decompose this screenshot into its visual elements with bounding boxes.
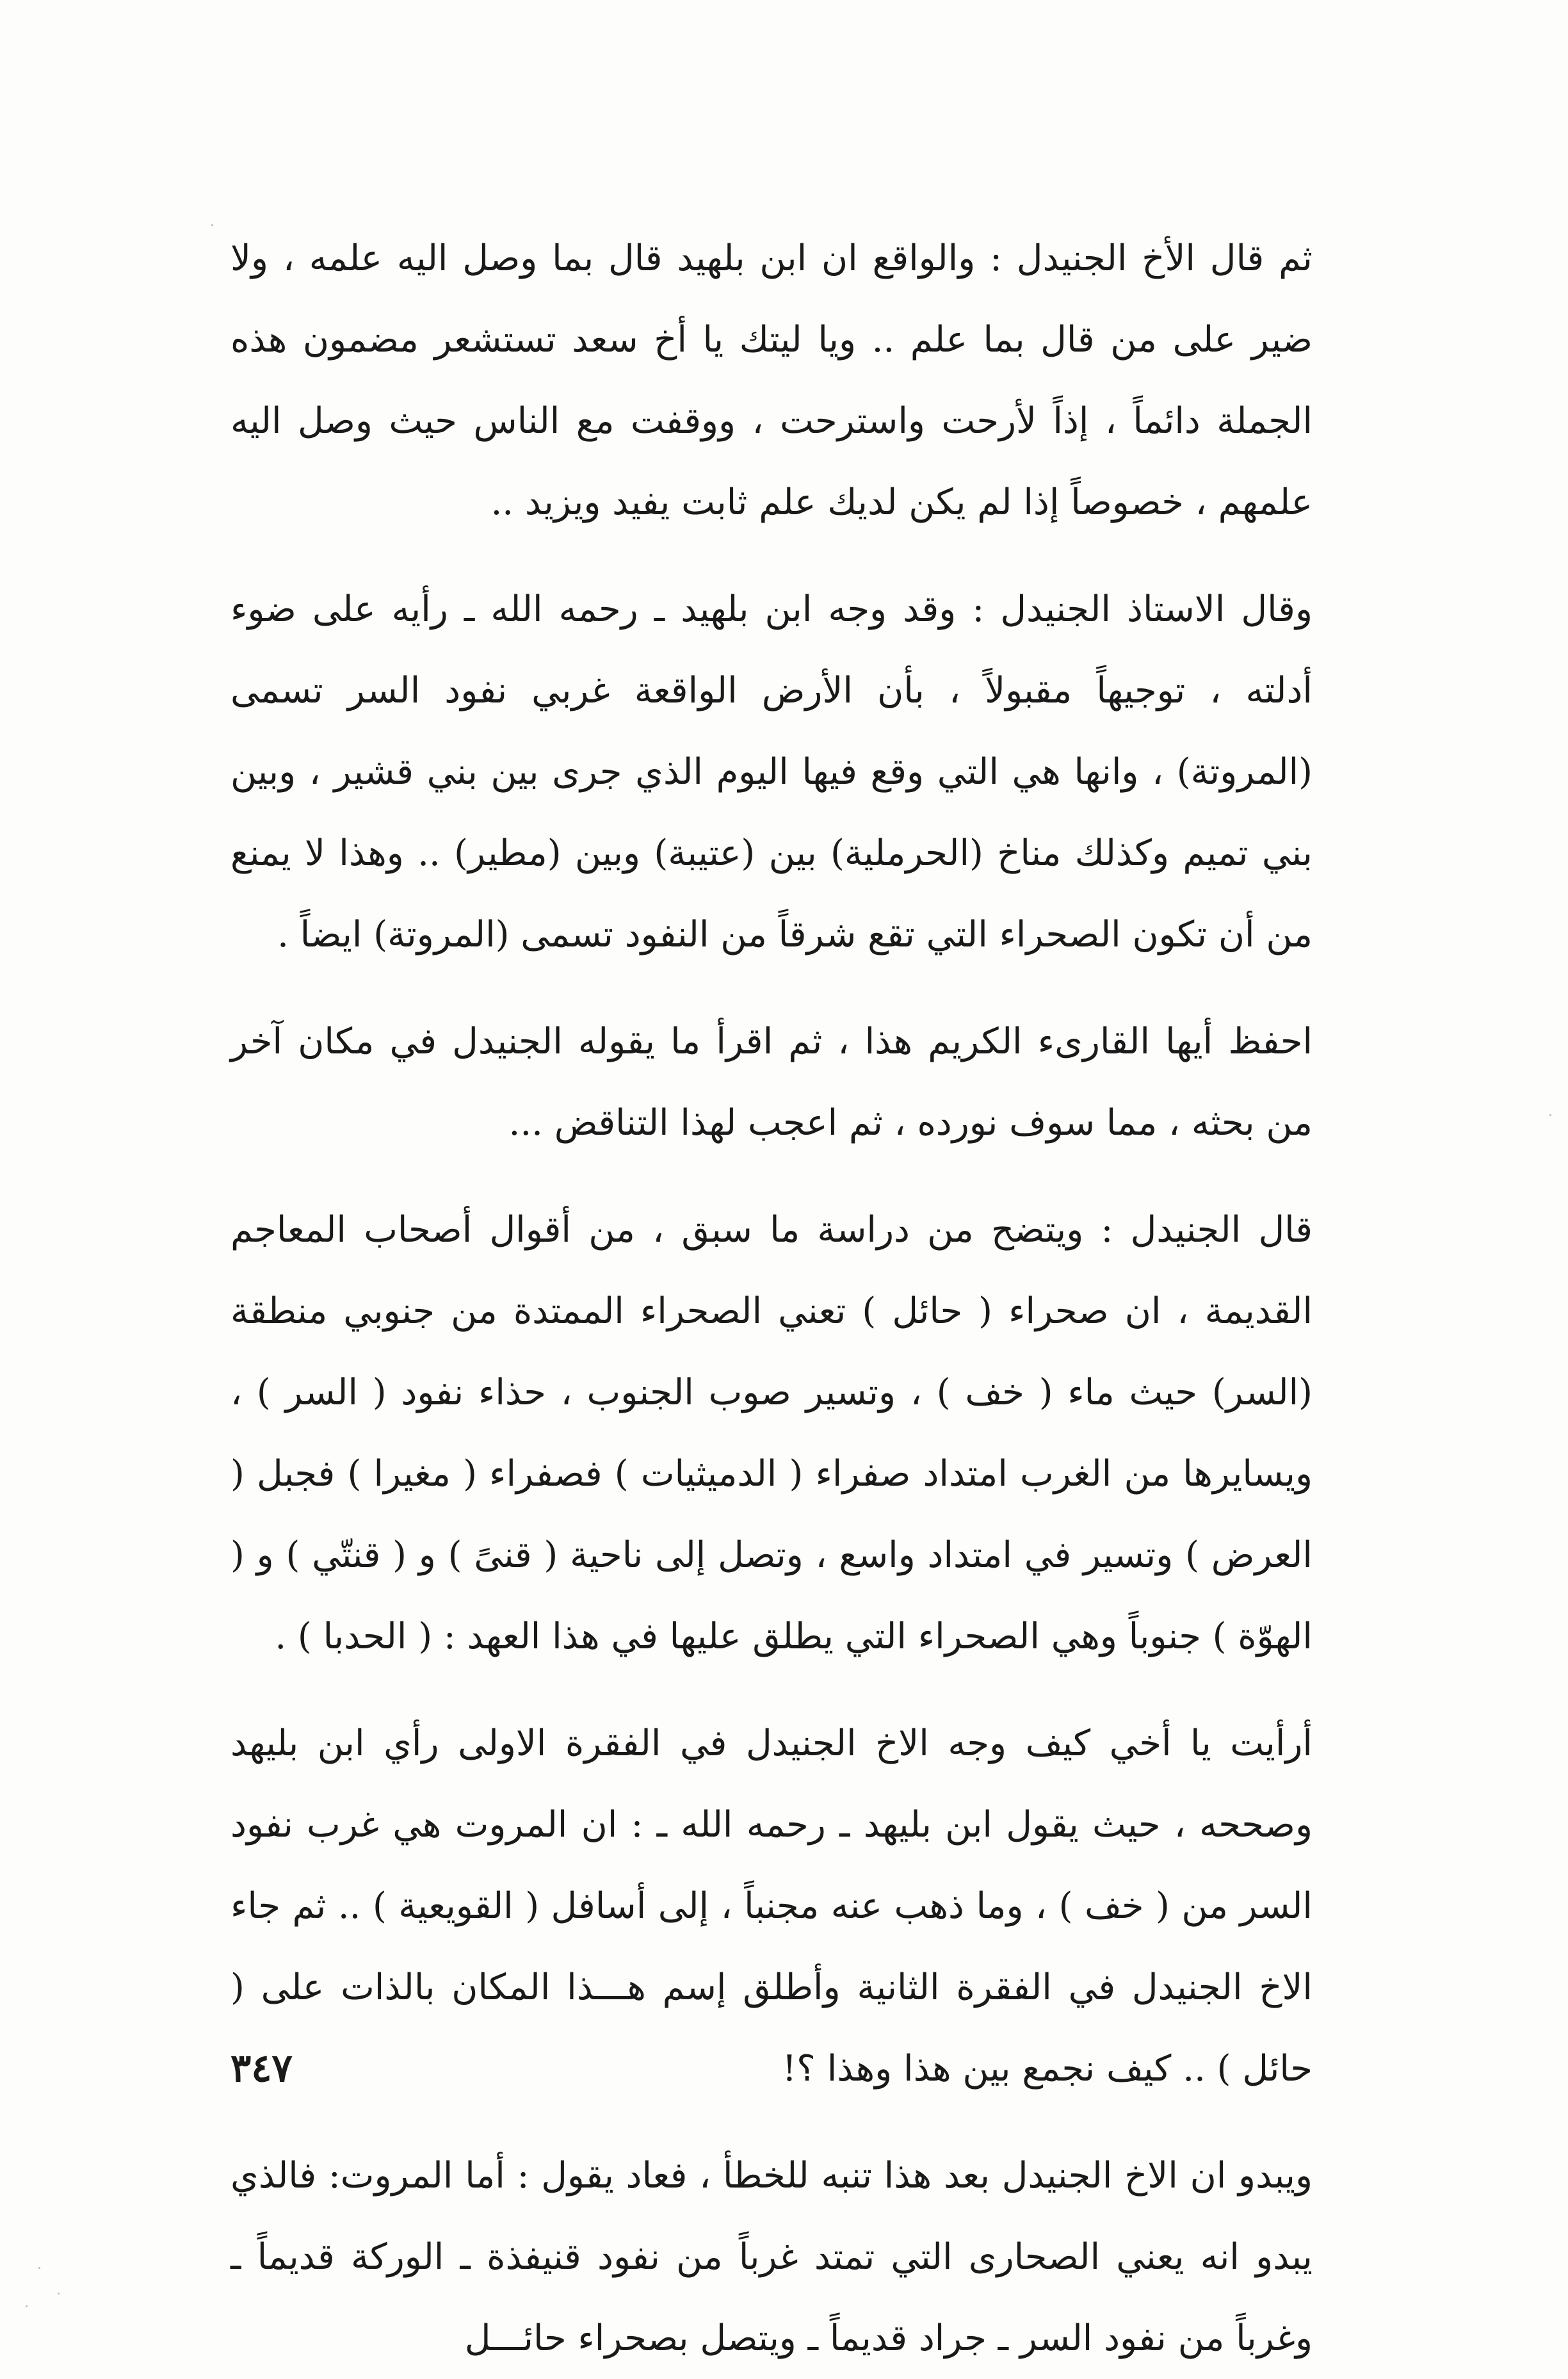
scan-speck [26, 2305, 28, 2307]
scan-speck [1549, 1114, 1551, 1116]
paragraph-5: أرأيت يا أخي كيف وجه الاخ الجنيدل في الفقرة الاولى رأي ابن بليهد وصححه ، حيث يقول ابن بليهد ـ رحمه الله ـ : ان المروت هي غرب نفود السر من ( خف ) ، وما ذهب عنه مجنباً ، إلى أسافل ( القويعية ) .. ثم جاء الاخ الجنيدل في الفقرة الثانية وأطلق إسم هـــذا المكان بالذات على ( حائل ) .. كيف نجمع بين هذا وهذا ؟! [230, 1723, 1313, 2090]
page-number: ٣٤٧ [230, 2046, 293, 2091]
paragraph-6: ويبدو ان الاخ الجنيدل بعد هذا تنبه للخطأ ، فعاد يقول : أما المروت: فالذي يبدو انه يعني الصحارى التي تمتد غرباً من نفود قنيفذة ـ الوركة قديماً ـ وغرباً من نفود السر ـ جراد قديماً ـ ويتصل بصحراء حائـــل [230, 2155, 1313, 2359]
paragraph-3: احفظ أيها القارىء الكريم هذا ، ثم اقرأ ما يقوله الجنيدل في مكان آخر من بحثه ، مما سوف نورده ، ثم اعجب لهذا التناقض ... [230, 1021, 1313, 1144]
paragraph-2: وقال الاستاذ الجنيدل : وقد وجه ابن بلهيد ـ رحمه الله ـ رأيه على ضوء أدلته ، توجيهاً مقبولاً ، بأن الأرض الواقعة غربي نفود السر تسمى (المروتة) ، وانها هي التي وقع فيها اليوم الذي جرى بين بني قشير ، وبين بني تميم وكذلك مناخ (الحرملية) بين (عتيبة) وبين (مطير) .. وهذا لا يمنع من أن تكون الصحراء التي تقع شرقاً من النفود تسمى (المروتة) ايضاً . [230, 589, 1313, 955]
scan-speck [211, 224, 213, 226]
paragraph-1: ثم قال الأخ الجنيدل : والواقع ان ابن بلهيد قال بما وصل اليه علمه ، ولا ضير على من قال بما علم .. ويا ليتك يا أخ سعد تستشعر مضمون هذه الجملة دائماً ، إذاً لأرحت واسترحت ، ووقفت مع الناس حيث وصل اليه علمهم ، خصوصاً إذا لم يكن لديك علم ثابت يفيد ويزيد .. [230, 238, 1313, 523]
scan-speck [58, 2293, 60, 2294]
scan-speck [38, 2267, 40, 2269]
document-page [230, 218, 1313, 2359]
paragraph-4: قال الجنيدل : ويتضح من دراسة ما سبق ، من أقوال أصحاب المعاجم القديمة ، ان صحراء ( حائل ) تعني الصحراء الممتدة من جنوبي منطقة (السر) حيث ماء ( خف ) ، وتسير صوب الجنوب ، حذاء نفود ( السر ) ، ويسايرها من الغرب امتداد صفراء ( الدميثيات ) فصفراء ( مغيرا ) فجبل ( العرض ) وتسير في امتداد واسع ، وتصل إلى ناحية ( قنىً ) و ( قنتّي ) و ( الهوّة ) جنوباً وهي الصحراء التي يطلق عليها في هذا العهد : ( الحدبا ) . [230, 1209, 1313, 1657]
